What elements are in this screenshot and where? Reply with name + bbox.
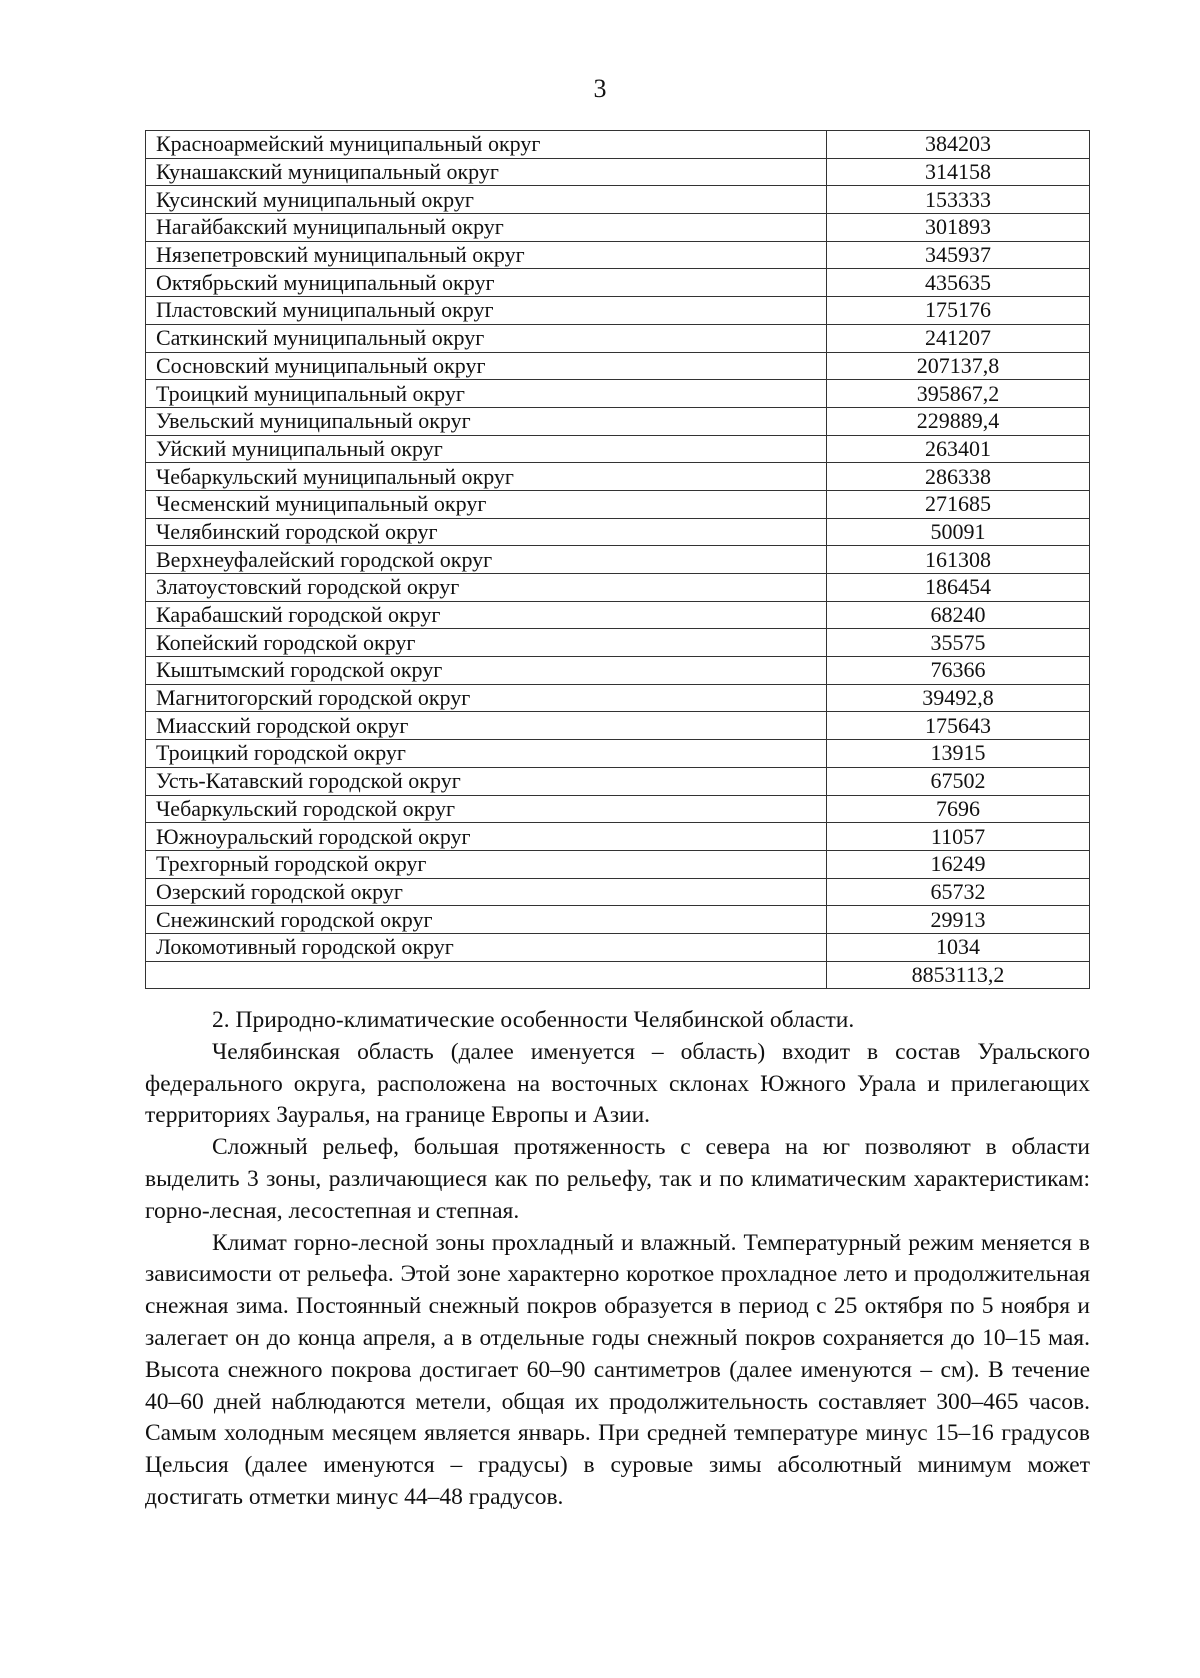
table-row <box>146 435 1090 463</box>
district-name-cell: Саткинский муниципальный округ <box>146 324 827 352</box>
district-name-cell: Октябрьский муниципальный округ <box>146 269 827 297</box>
table-row <box>146 490 1090 518</box>
amount-cell: 384203 <box>827 131 1090 159</box>
amount-cell: 76366 <box>827 657 1090 685</box>
amount-cell: 7696 <box>827 795 1090 823</box>
table-row <box>146 574 1090 602</box>
district-name-cell: Кыштымский городской округ <box>146 657 827 685</box>
district-name-cell: Нагайбакский муниципальный округ <box>146 214 827 242</box>
table-row <box>146 518 1090 546</box>
amount-cell: 29913 <box>827 906 1090 934</box>
table-total-row <box>146 961 1090 989</box>
section-heading: 2. Природно-климатические особенности Челябинской области. <box>212 1007 855 1033</box>
district-name-cell: Пластовский муниципальный округ <box>146 297 827 325</box>
district-name-cell: Чебаркульский городской округ <box>146 795 827 823</box>
table-row <box>146 131 1090 159</box>
amount-cell: 345937 <box>827 241 1090 269</box>
table-row <box>146 712 1090 740</box>
amount-cell: 16249 <box>827 850 1090 878</box>
amount-cell: 65732 <box>827 878 1090 906</box>
district-name-cell: Миасский городской округ <box>146 712 827 740</box>
table-row <box>146 241 1090 269</box>
amount-cell: 175176 <box>827 297 1090 325</box>
table-row <box>146 795 1090 823</box>
district-name-cell: Локомотивный городской округ <box>146 933 827 961</box>
district-name-cell: Нязепетровский муниципальный округ <box>146 241 827 269</box>
amount-cell: 67502 <box>827 767 1090 795</box>
district-name-cell: Озерский городской округ <box>146 878 827 906</box>
amount-cell: 50091 <box>827 518 1090 546</box>
amount-cell: 314158 <box>827 158 1090 186</box>
table-row <box>146 214 1090 242</box>
amount-cell: 207137,8 <box>827 352 1090 380</box>
amount-cell: 68240 <box>827 601 1090 629</box>
table-row <box>146 269 1090 297</box>
district-name-cell: Копейский городской округ <box>146 629 827 657</box>
paragraph-3: Климат горно-лесной зоны прохладный и влажный. Температурный режим меняется в зависимости от рельефа. Этой зоне характерно короткое прохладное лето и продолжительная снежная зима. Постоянный снежный покров образуется в период с 25 октября по 5 ноября и залегает он до конца апреля, а в отдельные годы снежный покров сохраняется до 10–15 мая. Высота снежного покрова достигает 60–90 сантиметров (далее именуются – см). В течение 40–60 дней наблюдаются метели, общая их продолжительность составляет 300–465 часов. Самым холодным месяцем является январь. При средней температуре минус 15–16 градусов Цельсия (далее именуются – градусы) в суровые зимы абсолютный минимум может достигать отметки минус 44–48 градусов. <box>145 1229 1090 1510</box>
table-row <box>146 657 1090 685</box>
amount-cell: 1034 <box>827 933 1090 961</box>
table-row <box>146 629 1090 657</box>
budget-table <box>145 130 1090 989</box>
district-name-cell: Троицкий муниципальный округ <box>146 380 827 408</box>
table-row <box>146 684 1090 712</box>
district-name-cell: Карабашский городской округ <box>146 601 827 629</box>
district-name-cell: Усть-Катавский городской округ <box>146 767 827 795</box>
document-text <box>145 1005 1090 1514</box>
district-name-cell: Верхнеуфалейский городской округ <box>146 546 827 574</box>
district-name-cell: Троицкий городской округ <box>146 740 827 768</box>
district-name-cell: Челябинский городской округ <box>146 518 827 546</box>
district-name-cell: Трехгорный городской округ <box>146 850 827 878</box>
table-row <box>146 601 1090 629</box>
amount-cell: 39492,8 <box>827 684 1090 712</box>
amount-cell: 395867,2 <box>827 380 1090 408</box>
table-row <box>146 546 1090 574</box>
district-name-cell <box>146 961 827 989</box>
table-row <box>146 352 1090 380</box>
table-row <box>146 407 1090 435</box>
district-name-cell: Снежинский городской округ <box>146 906 827 934</box>
amount-cell: 153333 <box>827 186 1090 214</box>
amount-cell: 241207 <box>827 324 1090 352</box>
budget-table-body <box>146 131 1090 989</box>
district-name-cell: Красноармейский муниципальный округ <box>146 131 827 159</box>
district-name-cell: Чебаркульский муниципальный округ <box>146 463 827 491</box>
page-number: 3 <box>593 74 607 103</box>
district-name-cell: Магнитогорский городской округ <box>146 684 827 712</box>
district-name-cell: Уйский муниципальный округ <box>146 435 827 463</box>
district-name-cell: Кунашакский муниципальный округ <box>146 158 827 186</box>
amount-cell: 13915 <box>827 740 1090 768</box>
district-name-cell: Златоустовский городской округ <box>146 574 827 602</box>
district-name-cell: Чесменский муниципальный округ <box>146 490 827 518</box>
table-row <box>146 823 1090 851</box>
amount-cell: 8853113,2 <box>827 961 1090 989</box>
district-name-cell: Кусинский муниципальный округ <box>146 186 827 214</box>
table-row <box>146 324 1090 352</box>
table-row <box>146 878 1090 906</box>
amount-cell: 161308 <box>827 546 1090 574</box>
table-row <box>146 463 1090 491</box>
amount-cell: 263401 <box>827 435 1090 463</box>
table-row <box>146 297 1090 325</box>
table-row <box>146 158 1090 186</box>
district-name-cell: Сосновский муниципальный округ <box>146 352 827 380</box>
amount-cell: 11057 <box>827 823 1090 851</box>
table-row <box>146 380 1090 408</box>
table-row <box>146 933 1090 961</box>
amount-cell: 301893 <box>827 214 1090 242</box>
amount-cell: 229889,4 <box>827 407 1090 435</box>
table-row <box>146 906 1090 934</box>
paragraph-1: Челябинская область (далее именуется – область) входит в состав Уральского федерального округа, расположена на восточных склонах Южного Урала и прилегающих территориях Зауралья, на границе Европы и Азии. <box>145 1038 1090 1129</box>
amount-cell: 35575 <box>827 629 1090 657</box>
amount-cell: 286338 <box>827 463 1090 491</box>
district-name-cell: Увельский муниципальный округ <box>146 407 827 435</box>
table-row <box>146 767 1090 795</box>
paragraph-2: Сложный рельеф, большая протяженность с севера на юг позволяют в области выделить 3 зоны, различающиеся как по рельефу, так и по климатическим характеристикам: горно-лесная, лесостепная и степная. <box>145 1134 1090 1224</box>
table-row <box>146 850 1090 878</box>
amount-cell: 186454 <box>827 574 1090 602</box>
district-name-cell: Южноуральский городской округ <box>146 823 827 851</box>
amount-cell: 271685 <box>827 490 1090 518</box>
table-row <box>146 740 1090 768</box>
table-row <box>146 186 1090 214</box>
amount-cell: 435635 <box>827 269 1090 297</box>
amount-cell: 175643 <box>827 712 1090 740</box>
